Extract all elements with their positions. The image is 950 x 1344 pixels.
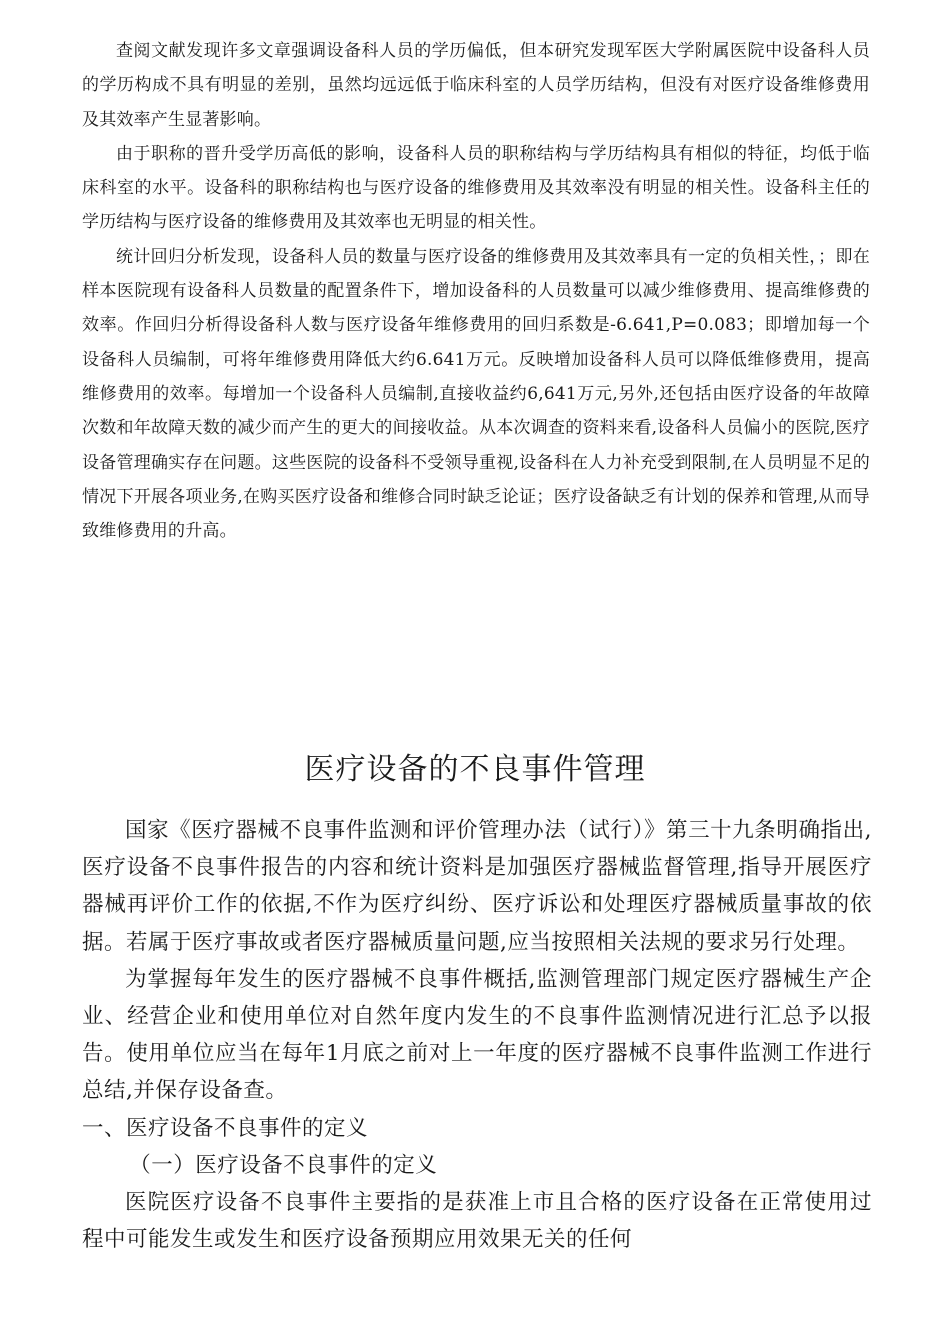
paragraph-title-structure: 由于职称的晋升受学历高低的影响，设备科人员的职称结构与学历结构具有相似的特征，均低于临床科室的水平。设备科的职称结构也与医疗设备的维修费用及其效率没有明显的相关性。设备科主任的学历结构与医疗设备的维修费用及其效率也无明显的相关性。: [82, 143, 870, 233]
adverse-event-section: [82, 812, 872, 1258]
paragraph-regulation: 国家《医疗器械不良事件监测和评价管理办法（试行）》第三十九条明确指出,医疗设备不良事件报告的内容和统计资料是加强医疗器械监督管理,指导开展医疗器械再评价工作的依据,不作为医疗纠纷、医疗诉讼和处理医疗器械质量事故的依据。若属于医疗事故或者医疗器械质量问题,应当按照相关法规的要求另行处理。: [82, 818, 872, 955]
subheading-level-1: 一、医疗设备不良事件的定义: [82, 1115, 369, 1141]
paragraph-regression-analysis: 统计回归分析发现，设备科人员的数量与医疗设备的维修费用及其效率具有一定的负相关性，；即在样本医院现有设备科人员数量的配置条件下，增加设备科的人员数量可以减少维修费用、提高维修费的效率。作回归分析得设备科人数与医疗设备年维修费用的回归系数是-6.641,P=0.083；即增加每一个设备科人员编制，可将年维修费用降低大约6.641万元。反映增加设备科人员可以降低维修费用，提高维修费用的效率。每增加一个设备科人员编制,直接收益约6,641万元,另外,还包括由医疗设备的年故障次数和年故障天数的减少而产生的更大的间接收益。从本次调查的资料来看,设备科人员偏小的医院,医疗设备管理确实存在问题。这些医院的设备科不受领导重视,设备科在人力补充受到限制,在人员明显不足的情况下开展各项业务,在购买医疗设备和维修合同时缺乏论证；医疗设备缺乏有计划的保养和管理,从而导致维修费用的升高。: [82, 246, 870, 542]
paragraph-definition: 医院医疗设备不良事件主要指的是获准上市且合格的医疗设备在正常使用过程中可能发生或发生和医疗设备预期应用效果无关的任何: [82, 1190, 872, 1253]
body-text-block: [82, 34, 870, 548]
paragraph-annual-report: 为掌握每年发生的医疗器械不良事件概括,监测管理部门规定医疗器械生产企业、经营企业和使用单位对自然年度内发生的不良事件监测情况进行汇总予以报告。使用单位应当在每年1月底之前对上一年度的医疗器械不良事件监测工作进行总结,并保存设备查。: [82, 966, 872, 1104]
section-title: 医疗设备的不良事件管理: [304, 752, 646, 787]
paragraph-education-structure: 查阅文献发现许多文章强调设备科人员的学历偏低，但本研究发现军医大学附属医院中设备科人员的学历构成不具有明显的差别，虽然均远远低于临床科室的人员学历结构，但没有对医疗设备维修费用及其效率产生显著影响。: [82, 41, 870, 130]
subheading-level-2: （一）医疗设备不良事件的定义: [129, 1152, 438, 1178]
